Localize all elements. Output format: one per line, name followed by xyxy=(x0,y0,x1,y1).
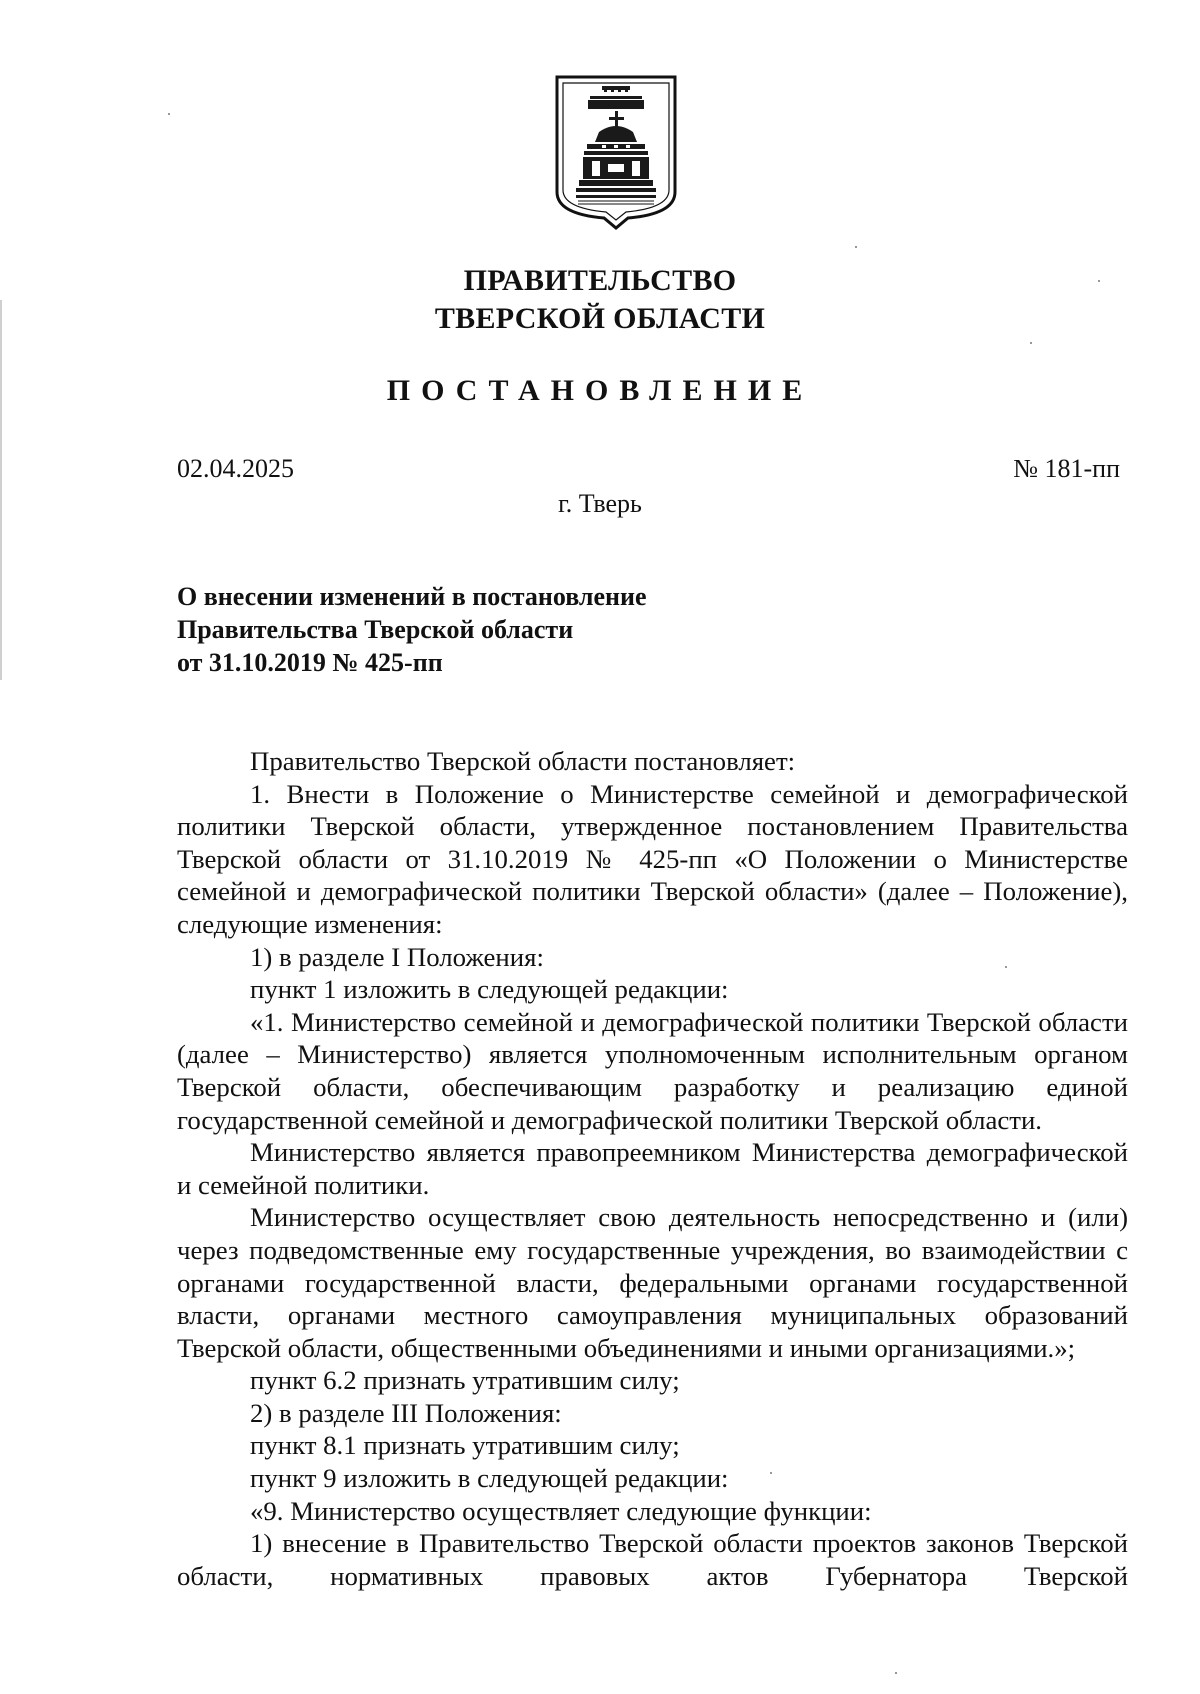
paragraph-quoted-point-1: «1. Министерство семейной и демографической политики Тверской области (далее – Министерство) является уполномоченным исполнительным органом Тверской области, обеспечивающим разработку и реализацию единой государственной семейной и демографической политики Тверской области. xyxy=(177,1006,1128,1135)
document-number: № 181-пп xyxy=(1013,454,1120,483)
issuer-line-1: ПРАВИТЕЛЬСТВО xyxy=(463,264,737,297)
title-line: О внесении изменений в постановление xyxy=(177,582,647,611)
paragraph-item-1: 1. Внести в Положение о Министерстве семейной и демографической политики Тверской области, утвержденное постановлением Правительства Тверской области от 31.10.2019 № 425-пп «О Положении о Министерстве семейной и демографической политики Тверской области» (далее – Положение), следующие изменения: xyxy=(177,778,1128,939)
paragraph-instruction: пункт 8.1 признать утратившим силу; xyxy=(250,1430,680,1461)
paragraph-preamble: Правительство Тверской области постановляет: xyxy=(250,746,796,776)
paragraph-successor: Министерство является правопреемником Министерства демографической и семейной политики. xyxy=(177,1137,1128,1200)
scan-speck xyxy=(895,1672,897,1674)
paragraph-function-1: 1) внесение в Правительство Тверской области проектов законов Тверской области, нормативных правовых актов Губернатора Тверской xyxy=(177,1528,1128,1591)
document-body xyxy=(177,745,1128,1592)
scan-speck xyxy=(1030,342,1032,344)
title-line: от 31.10.2019 № 425-пп xyxy=(177,648,443,677)
issuer-line-2: ТВЕРСКОЙ ОБЛАСТИ xyxy=(434,302,766,335)
scan-speck xyxy=(168,113,170,115)
tver-coat-of-arms-emblem xyxy=(554,74,678,230)
paragraph-instruction: пункт 9 изложить в следующей редакции: xyxy=(250,1463,729,1494)
paragraph-instruction: пункт 1 изложить в следующей редакции: xyxy=(250,974,729,1005)
scan-speck xyxy=(855,246,857,248)
paragraph-activity: Министерство осуществляет свою деятельность непосредственно и (или) через подведомственные ему государственные учреждения, во взаимодействии с органами государственной власти, федеральными органами государственной власти, органами местного самоуправления муниципальных образований Тверской области, общественными объединениями и иными организациями.»; xyxy=(177,1202,1128,1363)
document-date: 02.04.2025 xyxy=(177,454,294,483)
title-line: Правительства Тверской области xyxy=(177,615,574,644)
document-city: г. Тверь xyxy=(558,489,642,518)
document-type: ПОСТАНОВЛЕНИЕ xyxy=(386,374,814,407)
paragraph-subitem: 1) в разделе I Положения: xyxy=(250,941,544,972)
paragraph-subitem: 2) в разделе III Положения: xyxy=(250,1397,562,1428)
paragraph-quoted-point-9: «9. Министерство осуществляет следующие функции: xyxy=(250,1495,872,1526)
document-title xyxy=(177,580,647,679)
paragraph-instruction: пункт 6.2 признать утратившим силу; xyxy=(250,1365,680,1396)
